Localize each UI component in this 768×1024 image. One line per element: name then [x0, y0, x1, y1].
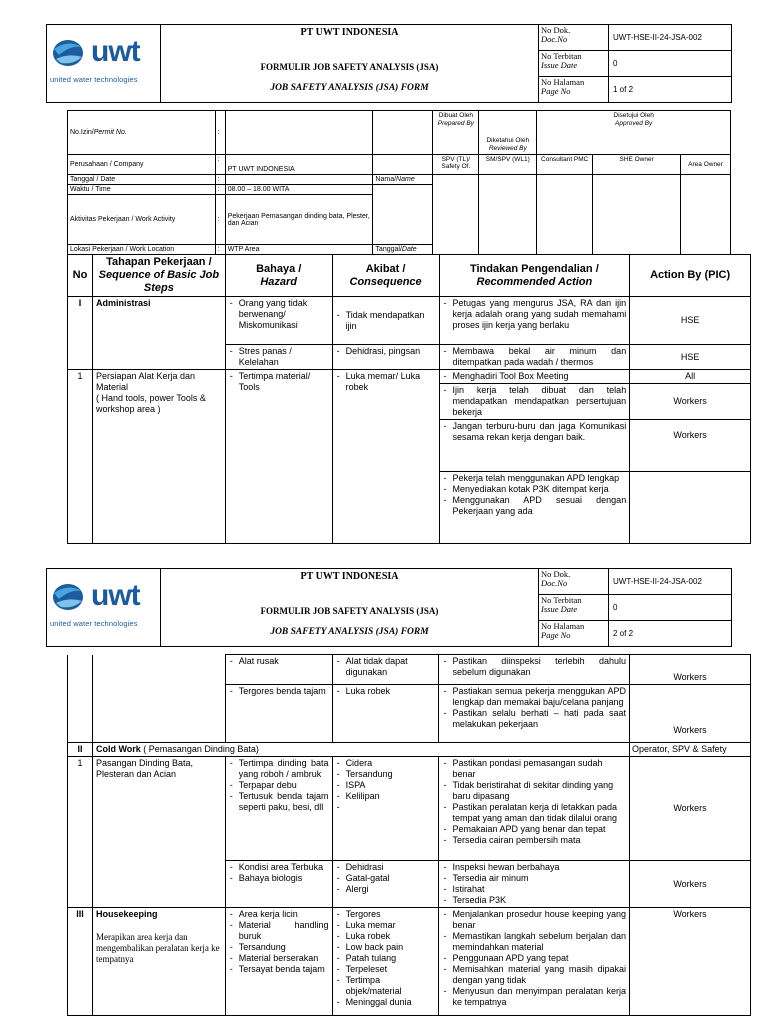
action-cell: - Pastikan pondasi pemasangan sudah benar - Tidak beristirahat di sekitar dinding yang baru dipasang - Pastikan peralatan kerja di letakkan pada tempat yang aman dan tidak dilalui orang - Pemakaian APD yang benar dan tepat - Tersedia cairan pembersih mata [439, 757, 630, 861]
consequence-cell: - Dehidrasi, pingsan [332, 345, 439, 370]
issue-value: 0 [609, 51, 732, 77]
consequence-cell: - Alat tidak dapat digunakan [332, 655, 439, 685]
col-hazard: Bahaya / Hazard [225, 255, 332, 297]
doc-no-label: No Dok. Doc.No [539, 25, 609, 51]
action-cell: - Jangan terburu-buru dan jaga Komunikasi sesama rekan kerja dengan baik. [439, 420, 630, 472]
action-cell: - Membawa bekal air minum dan ditempatkan pada wadah / thermos [439, 345, 630, 370]
section-no: I [68, 297, 93, 370]
sign-consultant[interactable] [537, 175, 593, 255]
permit-value[interactable] [225, 111, 373, 155]
page-label: No Halaman Page No [539, 77, 609, 103]
form-header-page1 [46, 24, 732, 102]
activity-label: Aktivitas Pekerjaan / Work Activity [68, 195, 216, 245]
location-label: Lokasi Pekerjaan / Work Location [68, 245, 216, 255]
consequence-cell: - Cidera - Tersandung - ISPA - Kelilipan [332, 757, 439, 861]
time-label: Waktu / Time [68, 185, 216, 195]
hazard-cell: - Tergores benda tajam [225, 685, 332, 743]
step-no: 1 [68, 757, 93, 908]
name-label: Nama/Name [373, 175, 433, 185]
date-value[interactable] [225, 175, 373, 185]
consequence-cell: - Tergores - Luka memar - Luka robek - Low back pain - Patah tulang - Terpeleset - Tertimpa objek/material - Meninggal dunia [332, 908, 439, 1016]
page-value: 1 of 2 [609, 77, 732, 103]
page-label: No Halaman Page No [539, 621, 609, 647]
date2-label: Tanggal/Date [373, 245, 433, 255]
doc-no-value: UWT-HSE-II-24-JSA-002 [609, 569, 732, 595]
reviewed-by-header: Diketahui Oleh Reviewed By [479, 111, 537, 155]
pic-cell: Workers [630, 908, 751, 1016]
sign-smspv[interactable] [479, 175, 537, 255]
pic-cell: Operator, SPV & Safety [630, 743, 751, 757]
date-label: Tanggal / Date [68, 175, 216, 185]
col-consequence: Akibat / Consequence [332, 255, 439, 297]
title-cell [161, 25, 539, 103]
company-title: PT UWT INDONESIA [300, 571, 399, 582]
hazard-cell: - Alat rusak [225, 655, 332, 685]
logo-cell [47, 25, 161, 103]
hazard-cell: - Area kerja licin - Material handling buruk - Tersandung - Material berserakan - Tersayat benda tajam [225, 908, 332, 1016]
col-no: No [68, 255, 93, 297]
she-header: SHE Owner [593, 155, 681, 175]
step-cell: Persiapan Alat Kerja dan Material ( Hand tools, power Tools & workshop area ) [92, 370, 225, 544]
blank-cell [373, 185, 433, 245]
section-title: Housekeeping Merapikan area kerja dan mengembalikan peralatan kerja ke tempatnya [92, 908, 225, 1016]
smspv-header: SM/SPV (WL1) [479, 155, 537, 175]
logo-subtitle: united water technologies [50, 619, 138, 628]
col-step: Tahapan Pekerjaan / Sequence of Basic Job Steps [92, 255, 225, 297]
colon: : [215, 245, 225, 255]
company-title: PT UWT INDONESIA [300, 27, 399, 38]
blank-cell [373, 155, 433, 175]
pic-cell: Workers [630, 420, 751, 472]
action-cell: - Inspeksi hewan berbahaya - Tersedia air minum - Istirahat - Tersedia P3K [439, 861, 630, 908]
sign-she[interactable] [593, 175, 681, 255]
pic-cell: HSE [630, 297, 751, 345]
action-cell: - Pekerja telah menggunakan APD lengkap - Menyediakan kotak P3K ditempat kerja - Menggunakan APD sesuai dengan Pekerjaan yang ada [439, 472, 630, 544]
sign-spv[interactable] [433, 175, 479, 255]
consequence-cell: - Luka robek [332, 685, 439, 743]
blank-cell [373, 111, 433, 155]
action-cell: - Pastikan diinspeksi terlebih dahulu sebelum digunakan [439, 655, 630, 685]
col-pic: Action By (PIC) [630, 255, 751, 297]
section-title: Administrasi [92, 297, 225, 370]
info-table [67, 110, 731, 255]
pic-cell: Workers [630, 685, 751, 743]
jsa-table-page2 [67, 654, 751, 1016]
hazard-cell: - Orang yang tidak berwenang/ Miskomunikasi [225, 297, 332, 345]
col-action: Tindakan Pengendalian / Recommended Action [439, 255, 630, 297]
hazard-cell: - Kondisi area Terbuka - Bahaya biologis [225, 861, 332, 908]
issue-value: 0 [609, 595, 732, 621]
page-value: 2 of 2 [609, 621, 732, 647]
logo-text: uwt [91, 579, 140, 612]
approved-by-header: Disetujui Oleh Approved By [537, 111, 731, 155]
logo-subtitle: united water technologies [50, 75, 138, 84]
jsa-table-page1 [67, 254, 751, 544]
logo-cell [47, 569, 161, 647]
location-value: WTP Area [225, 245, 373, 255]
step-cell: Pasangan Dinding Bata, Plesteran dan Acian [92, 757, 225, 908]
issue-label: No Terbitan Issue Date [539, 595, 609, 621]
consequence-cell: - Tidak mendapatkan ijin [332, 297, 439, 345]
doc-no-value: UWT-HSE-II-24-JSA-002 [609, 25, 732, 51]
action-cell: - Pastiakan semua pekerja menggukan APD lengkap dan memakai baju/celana panjang - Pastikan selalu berhati – hati pada saat melakukan pekerjaan [439, 685, 630, 743]
step-cell [92, 655, 225, 743]
colon: : [215, 195, 225, 245]
form-title-en: JOB SAFETY ANALYSIS (JSA) FORM [270, 83, 429, 93]
step-no: 1 [68, 370, 93, 544]
prepared-by-header: Dibuat Oleh Prepared By [433, 111, 479, 155]
pic-cell: Workers [630, 757, 751, 861]
sign-area-owner[interactable] [681, 175, 731, 255]
action-cell: - Petugas yang mengurus JSA, RA dan ijin kerja adalah orang yang sudah memahami proses ijin kerja yang berlaku [439, 297, 630, 345]
hazard-cell: - Tertimpa material/ Tools [225, 370, 332, 544]
action-cell: - Menghadiri Tool Box Meeting [439, 370, 630, 384]
hazard-cell: - Tertimpa dinding bata yang roboh / ambruk - Terpapar debu - Tertusuk benda tajam seperti paku, besi, dll [225, 757, 332, 861]
pic-cell: All [630, 370, 751, 384]
activity-value: Pekerjaan Pemasangan dinding bata, Plester, dan Acian [225, 195, 373, 245]
section-no: II [68, 743, 93, 757]
section-title: Cold Work ( Pemasangan Dinding Bata) [92, 743, 629, 757]
area-owner-header: Area Owner [681, 155, 731, 175]
title-cell [161, 569, 539, 647]
issue-label: No Terbitan Issue Date [539, 51, 609, 77]
pic-cell [630, 472, 751, 544]
colon: : [215, 155, 225, 175]
spv-header: SPV (TL)/ Safety Of. [433, 155, 479, 175]
action-cell: - Menjalankan prosedur house keeping yang benar - Memastikan langkah sebelum berjalan dan memindahkan material - Penggunaan APD yang tepat - Memisahkan material yang masih dipakai dengan yang tidak - Menyusun dan menyimpan peralatan kerja ke tempatnya [439, 908, 630, 1016]
action-cell: - Ijin kerja telah dibuat dan telah mendapatkan mendapatkan persertujuan bekerja [439, 384, 630, 420]
form-title: FORMULIR JOB SAFETY ANALYSIS (JSA) [260, 606, 439, 616]
doc-no-label: No Dok. Doc.No [539, 569, 609, 595]
hazard-cell: - Stres panas / Kelelahan [225, 345, 332, 370]
consultant-header: Consultant PMC [537, 155, 593, 175]
company-label: Perusahaan / Company [68, 155, 216, 175]
consequence-cell: - Luka memar/ Luka robek [332, 370, 439, 544]
step-no [68, 655, 93, 743]
form-title-en: JOB SAFETY ANALYSIS (JSA) FORM [270, 627, 429, 637]
section-no: III [68, 908, 93, 1016]
pic-cell: HSE [630, 345, 751, 370]
colon: : [215, 111, 225, 155]
pic-cell: Workers [630, 655, 751, 685]
logo-text: uwt [91, 35, 140, 68]
form-header-page2 [46, 568, 732, 646]
company-value: PT UWT INDONESIA [225, 155, 373, 175]
consequence-cell: - Dehidrasi - Gatal-gatal - Alergi [332, 861, 439, 908]
form-title: FORMULIR JOB SAFETY ANALYSIS (JSA) [260, 62, 439, 72]
pic-cell: Workers [630, 861, 751, 908]
colon: : [215, 175, 225, 185]
colon: : [215, 185, 225, 195]
pic-cell: Workers [630, 384, 751, 420]
time-value: 08.00 – 18.00 WITA [225, 185, 373, 195]
permit-label: No.Izin/Permit No. [68, 111, 216, 155]
